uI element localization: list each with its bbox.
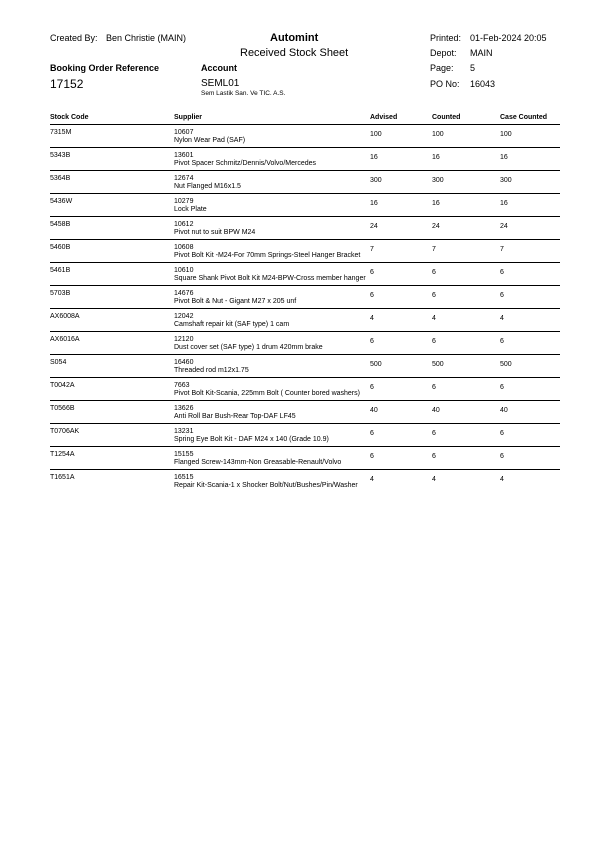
- counted-qty: 6: [432, 384, 436, 391]
- stock-code: 5703B: [50, 290, 71, 297]
- case-counted-qty: 500: [500, 361, 512, 368]
- case-counted-qty: 4: [500, 315, 504, 322]
- counted-qty: 4: [432, 476, 436, 483]
- table-row: [50, 446, 560, 469]
- item-description: Pivot nut to suit BPW M24: [174, 229, 256, 236]
- case-counted-qty: 24: [500, 223, 508, 230]
- column-header-case-counted: Case Counted: [500, 114, 548, 121]
- item-description: Nylon Wear Pad (SAF): [174, 137, 246, 144]
- table-row: [50, 170, 560, 193]
- counted-qty: 6: [432, 292, 436, 299]
- advised-qty: 16: [370, 154, 378, 161]
- table-row: [50, 124, 560, 147]
- table-row: [50, 262, 560, 285]
- counted-qty: 6: [432, 269, 436, 276]
- case-counted-qty: 6: [500, 269, 504, 276]
- table-row: [50, 193, 560, 216]
- counted-qty: 6: [432, 338, 436, 345]
- advised-qty: 6: [370, 338, 374, 345]
- table-row: [50, 285, 560, 308]
- case-counted-qty: 16: [500, 200, 508, 207]
- item-description: Camshaft repair kit (SAF type) 1 cam: [174, 321, 290, 328]
- case-counted-qty: 100: [500, 131, 512, 138]
- po-value: 16043: [470, 79, 496, 89]
- counted-qty: 16: [432, 154, 440, 161]
- item-description: Repair Kit-Scania-1 x Shocker Bolt/Nut/Bushes/Pin/Washer: [174, 482, 358, 489]
- column-header-supplier: Supplier: [174, 114, 203, 121]
- case-counted-qty: 40: [500, 407, 508, 414]
- item-description: Threaded rod m12x1.75: [174, 367, 249, 374]
- supplier-code: 16515: [174, 474, 194, 481]
- case-counted-qty: 6: [500, 430, 504, 437]
- advised-qty: 6: [370, 292, 374, 299]
- case-counted-qty: 7: [500, 246, 504, 253]
- table-row: [50, 216, 560, 239]
- column-header-counted: Counted: [432, 114, 461, 121]
- counted-qty: 6: [432, 430, 436, 437]
- stock-code: 5458B: [50, 221, 71, 228]
- column-header-stock-code: Stock Code: [50, 114, 89, 121]
- account-label: Account: [201, 63, 237, 73]
- supplier-code: 10279: [174, 198, 194, 205]
- case-counted-qty: 16: [500, 154, 508, 161]
- counted-qty: 300: [432, 177, 444, 184]
- supplier-code: 12042: [174, 313, 194, 320]
- table-row: [50, 308, 560, 331]
- printed-label: Printed:: [430, 33, 462, 43]
- supplier-code: 16460: [174, 359, 194, 366]
- supplier-code: 15155: [174, 451, 194, 458]
- counted-qty: 500: [432, 361, 444, 368]
- case-counted-qty: 6: [500, 338, 504, 345]
- supplier-code: 10607: [174, 129, 194, 136]
- stock-code: T1651A: [50, 474, 75, 481]
- item-description: Nut Flanged M16x1.5: [174, 183, 241, 190]
- column-header-advised: Advised: [370, 114, 398, 121]
- created-by-label: Created By:: [50, 33, 98, 43]
- stock-code: AX6008A: [50, 313, 80, 320]
- counted-qty: 6: [432, 453, 436, 460]
- table-row: [50, 469, 560, 492]
- advised-qty: 500: [370, 361, 382, 368]
- depot-value: MAIN: [470, 48, 493, 58]
- counted-qty: 24: [432, 223, 440, 230]
- table-row: [50, 354, 560, 377]
- supplier-code: 12120: [174, 336, 194, 343]
- supplier-code: 10610: [174, 267, 194, 274]
- account-name: Sem Lastik San. Ve TIC. A.S.: [201, 90, 286, 97]
- item-description: Flanged Screw-143mm-Non Greasable-Renault/Volvo: [174, 459, 342, 466]
- item-description: Spring Eye Bolt Kit - DAF M24 x 140 (Grade 10.9): [174, 436, 329, 443]
- stock-code: S054: [50, 359, 67, 366]
- supplier-code: 13626: [174, 405, 194, 412]
- advised-qty: 7: [370, 246, 374, 253]
- counted-qty: 40: [432, 407, 440, 414]
- supplier-code: 12674: [174, 175, 194, 182]
- advised-qty: 40: [370, 407, 378, 414]
- item-description: Pivot Bolt Kit -M24-For 70mm Springs-Steel Hanger Bracket: [174, 252, 361, 259]
- advised-qty: 6: [370, 384, 374, 391]
- stock-code: 5460B: [50, 244, 71, 251]
- item-description: Square Shank Pivot Bolt Kit M24-BPW-Cross member hanger: [174, 275, 366, 282]
- stock-code: 7315M: [50, 129, 72, 136]
- page-value: 5: [470, 63, 476, 73]
- counted-qty: 16: [432, 200, 440, 207]
- item-description: Pivot Spacer Schmitz/Dennis/Volvo/Mercedes: [174, 160, 317, 167]
- case-counted-qty: 6: [500, 453, 504, 460]
- account-code: SEML01: [201, 78, 240, 89]
- stock-code: 5364B: [50, 175, 71, 182]
- stock-code: T1254A: [50, 451, 75, 458]
- advised-qty: 300: [370, 177, 382, 184]
- advised-qty: 6: [370, 453, 374, 460]
- advised-qty: 4: [370, 476, 374, 483]
- counted-qty: 4: [432, 315, 436, 322]
- case-counted-qty: 6: [500, 292, 504, 299]
- supplier-code: 14676: [174, 290, 194, 297]
- table-row: [50, 377, 560, 400]
- supplier-code: 13601: [174, 152, 194, 159]
- supplier-code: 10608: [174, 244, 194, 251]
- stock-code: T0042A: [50, 382, 75, 389]
- supplier-code: 7663: [174, 382, 190, 389]
- stock-code: 5461B: [50, 267, 71, 274]
- item-description: Anti Roll Bar Bush-Rear Top-DAF LF45: [174, 413, 296, 420]
- advised-qty: 24: [370, 223, 378, 230]
- counted-qty: 7: [432, 246, 436, 253]
- company-name: Automint: [270, 32, 319, 44]
- advised-qty: 6: [370, 430, 374, 437]
- item-description: Lock Plate: [174, 206, 207, 213]
- stock-code: T0706AK: [50, 428, 80, 435]
- table-row: [50, 239, 560, 262]
- stock-code: 5436W: [50, 198, 73, 205]
- counted-qty: 100: [432, 131, 444, 138]
- depot-label: Depot:: [430, 48, 457, 58]
- case-counted-qty: 6: [500, 384, 504, 391]
- table-row: [50, 147, 560, 170]
- printed-value: 01-Feb-2024 20:05: [470, 33, 547, 43]
- po-label: PO No:: [430, 79, 460, 89]
- table-row: [50, 400, 560, 423]
- created-by-value: Ben Christie (MAIN): [106, 33, 187, 43]
- supplier-code: 10612: [174, 221, 194, 228]
- stock-code: 5343B: [50, 152, 71, 159]
- advised-qty: 16: [370, 200, 378, 207]
- item-description: Pivot Bolt Kit-Scania, 225mm Bolt ( Counter bored washers): [174, 390, 360, 397]
- booking-reference-label: Booking Order Reference: [50, 63, 160, 73]
- supplier-code: 13231: [174, 428, 194, 435]
- advised-qty: 4: [370, 315, 374, 322]
- stock-code: T0566B: [50, 405, 75, 412]
- table-row: [50, 331, 560, 354]
- table-row: [50, 423, 560, 446]
- booking-reference-value: 17152: [50, 77, 84, 91]
- item-description: Dust cover set (SAF type) 1 drum 420mm brake: [174, 344, 323, 351]
- page-label: Page:: [430, 63, 454, 73]
- sheet-title: Received Stock Sheet: [240, 47, 349, 59]
- advised-qty: 100: [370, 131, 382, 138]
- item-description: Pivot Bolt & Nut - Gigant M27 x 205 unf: [174, 298, 297, 305]
- stock-code: AX6016A: [50, 336, 80, 343]
- case-counted-qty: 4: [500, 476, 504, 483]
- case-counted-qty: 300: [500, 177, 512, 184]
- stock-table: [0, 124, 595, 492]
- advised-qty: 6: [370, 269, 374, 276]
